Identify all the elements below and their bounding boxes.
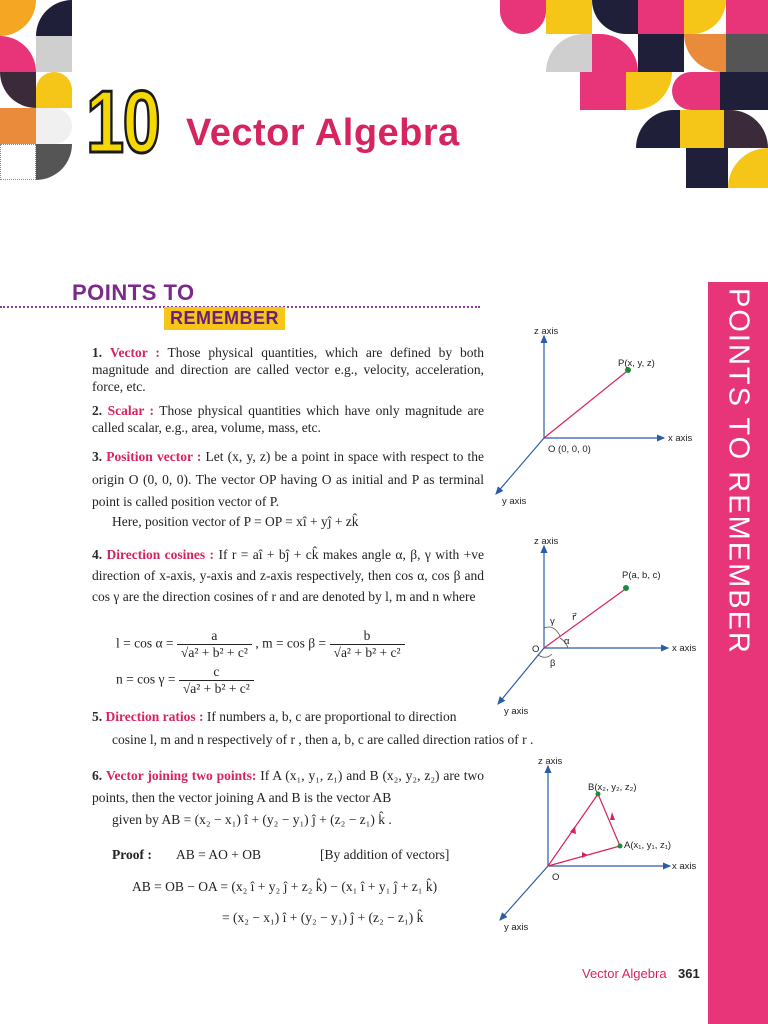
diagram-direction-cosines <box>488 532 703 722</box>
formula-l-m <box>116 628 405 661</box>
diagram-vector-joining <box>488 752 703 942</box>
x-axis-label: x axis <box>668 433 693 444</box>
point-b-label: B(x₂, y₂, z₂) <box>588 782 637 793</box>
z-axis-label: z axis <box>534 326 559 337</box>
fraction-l-num: a <box>177 628 252 645</box>
point-a-marker <box>618 844 623 849</box>
point-a-label: A(x₁, y₁, z₁) <box>624 840 672 851</box>
origin-label: O <box>552 872 560 883</box>
side-tab-label-wrap <box>708 282 768 702</box>
list-item-direction-ratios <box>92 708 484 725</box>
y-axis-label: y axis <box>504 922 529 933</box>
formula-l-lhs: l = cos α = <box>116 635 174 651</box>
list-item-vector-joining <box>92 765 484 809</box>
point-p-label: P(a, b, c) <box>622 570 661 581</box>
item-text: If r = aî + bĵ + ck̂ makes angle α, β, γ with +ve direction of x-axis, y-axis and z-axis respectively, then cos α, cos β and cos γ are the direction cosines of r and are denoted by l, m and n where <box>92 547 485 604</box>
angle-beta-label: β <box>550 658 556 669</box>
item-number: 5. <box>92 709 103 724</box>
chapter-title: Vector Algebra <box>186 112 460 154</box>
chapter-number: 10 <box>86 72 160 171</box>
fraction-l-den: √a² + b² + c² <box>180 645 248 660</box>
formula-n <box>116 664 254 697</box>
vector-r-line <box>544 590 624 648</box>
list-item-direction-cosines <box>92 544 484 607</box>
list-item-vector <box>92 344 484 395</box>
proof-note: [By addition of vectors] <box>320 847 450 862</box>
formula-n-lhs: n = cos γ = <box>116 671 176 687</box>
item-number: 3. <box>92 449 103 464</box>
origin-label: O <box>532 644 540 655</box>
section-heading-line1: POINTS TO <box>72 280 195 305</box>
vector-ab-line <box>598 794 620 846</box>
point-p-marker <box>623 585 629 591</box>
fraction-m-den: √a² + b² + c² <box>333 645 401 660</box>
item-term: Direction ratios : <box>105 709 204 724</box>
angle-gamma-arc <box>544 627 560 636</box>
angle-beta-arc <box>538 654 552 657</box>
item-number: 6. <box>92 768 103 783</box>
fraction-l <box>177 628 252 661</box>
item-term: Vector joining two points: <box>106 768 257 783</box>
item-text: Those physical quantities which have only magnitude are called scalar, e.g., area, volume, mass, etc. <box>92 403 484 435</box>
item-text: Those physical quantities, which are defined by both magnitude and direction are called vector e.g., velocity, acceleration, force, etc. <box>92 345 484 394</box>
fraction-n-den: √a² + b² + c² <box>182 681 250 696</box>
position-vector-line <box>544 372 626 438</box>
fraction-n <box>179 664 254 697</box>
y-axis-line <box>500 866 548 920</box>
z-axis-label: z axis <box>538 756 563 767</box>
item-text: Let (x, y, z) be a point in space with respect to the origin O (0, 0, 0). The vector OP having O as initial and P as terminal point is called position vector of P. <box>92 449 485 509</box>
position-vector-formula: Here, position vector of P = OP = xî + yĵ + zk̂ <box>112 514 359 529</box>
fraction-m-num: b <box>330 628 405 645</box>
proof-step3: = (x₂ − x₁) î + (y₂ − y₁) ĵ + (z₂ − z₁) k̂ <box>222 910 424 925</box>
point-p-label: P(x, y, z) <box>618 358 655 369</box>
x-axis-label: x axis <box>672 643 697 654</box>
item-number: 4. <box>92 547 103 562</box>
list-item-position-vector <box>92 446 484 514</box>
direction-ratios-continued: cosine l, m and n respectively of r , then a, b, c are called direction ratios of r . <box>112 732 534 747</box>
fraction-n-num: c <box>179 664 254 681</box>
header-decoration-right <box>500 0 768 190</box>
footer-chapter-title: Vector Algebra <box>582 966 667 981</box>
diagram-position-vector <box>488 322 703 512</box>
item-text: If A (x₁, y₁, z₁) and B (x₂, y₂, z₂) are two points, then the vector joining A and B is the vector AB <box>92 768 485 805</box>
proof-label: Proof : <box>112 847 152 862</box>
list-item-scalar <box>92 402 484 436</box>
y-axis-line <box>498 648 544 704</box>
arrow-ab-head <box>610 812 615 820</box>
item-term: Scalar : <box>107 403 155 418</box>
item-term: Position vector : <box>106 449 202 464</box>
x-axis-label: x axis <box>672 861 697 872</box>
page-number: 361 <box>678 966 700 981</box>
fraction-m <box>330 628 405 661</box>
vector-joining-formula: given by AB = (x₂ − x₁) î + (y₂ − y₁) ĵ + (z₂ − z₁) k̂ . <box>112 812 392 827</box>
angle-alpha-label: α <box>564 636 570 647</box>
y-axis-line <box>496 438 544 494</box>
vector-r-label: r⃗ <box>572 612 576 623</box>
item-number: 2. <box>92 403 103 418</box>
section-heading-line2: REMEMBER <box>164 307 285 330</box>
y-axis-label: y axis <box>502 496 527 507</box>
arrow-ao-head <box>582 852 588 858</box>
z-axis-label: z axis <box>534 536 559 547</box>
formula-m-lhs: , m = cos β = <box>255 635 327 651</box>
proof-step2: AB = OB − OA = (x₂ î + y₂ ĵ + z₂ k̂) − (x₁ î + y₁ ĵ + z₁ k̂) <box>132 879 438 894</box>
angle-gamma-label: γ <box>550 616 555 627</box>
proof-step1: AB = AO + OB <box>176 847 261 862</box>
item-text: If numbers a, b, c are proportional to direction <box>206 709 457 724</box>
side-tab-label: POINTS TO REMEMBER <box>722 288 755 655</box>
item-number: 1. <box>92 345 103 360</box>
origin-label: O (0, 0, 0) <box>548 444 591 455</box>
header-decoration-left <box>0 0 72 190</box>
item-term: Vector : <box>110 345 160 360</box>
item-term: Direction cosines : <box>106 547 215 562</box>
y-axis-label: y axis <box>504 706 529 717</box>
